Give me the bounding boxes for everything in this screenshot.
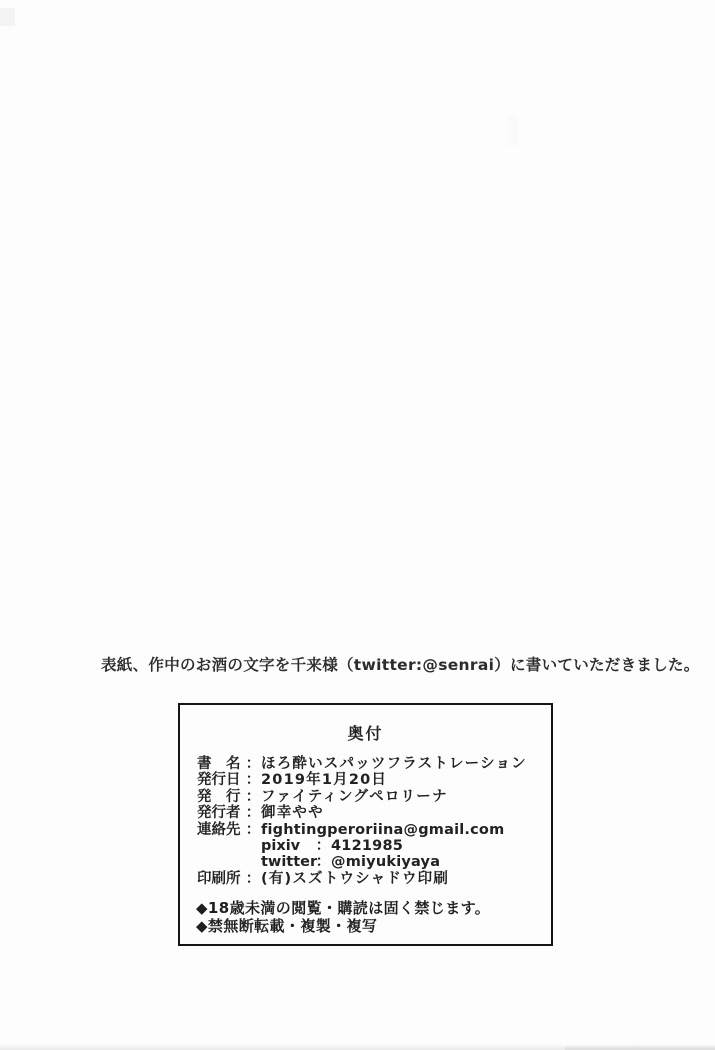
notice-age-restriction: ◆18歳未満の閲覧・購読は固く禁じます。 bbox=[196, 899, 491, 918]
row-label: 書 名 bbox=[197, 756, 241, 772]
row-colon: ： bbox=[245, 756, 261, 772]
notice-no-reproduction: ◆禁無断転載・複製・複写 bbox=[196, 916, 378, 935]
row-value-twitter-handle: @miyukiyaya bbox=[331, 854, 441, 871]
row-colon: ： bbox=[245, 870, 261, 887]
row-contact-twitter bbox=[197, 854, 551, 870]
scan-artifact-top-left bbox=[0, 8, 15, 26]
colophon-title: 奥付 bbox=[347, 724, 384, 743]
row-printer bbox=[197, 871, 551, 887]
colophon-box bbox=[178, 703, 553, 946]
cover-calligraphy-credit-text: 表紙、作中のお酒の文字を千来様（twitter:@senrai）に書いていただきました。 bbox=[101, 656, 700, 674]
row-publisher-circle bbox=[197, 789, 551, 805]
row-label: 連絡先 bbox=[197, 821, 241, 838]
row-contact-pixiv bbox=[197, 838, 551, 854]
row-value: ファイティングペロリーナ bbox=[261, 788, 448, 805]
row-contact-email bbox=[197, 822, 551, 838]
row-colon: ： bbox=[315, 854, 331, 871]
colophon-rows bbox=[180, 756, 551, 887]
row-label: 発行者 bbox=[197, 805, 241, 822]
row-colon: ： bbox=[315, 838, 331, 855]
row-value-pixiv-id: 4121985 bbox=[331, 838, 404, 855]
row-value: 2019年1月20日 bbox=[261, 772, 388, 789]
row-value: ほろ酔いスパッツフラストレーション bbox=[261, 756, 527, 772]
row-publish-date bbox=[197, 772, 551, 788]
row-label: 発 行 bbox=[197, 788, 241, 805]
notices bbox=[180, 900, 551, 935]
row-sublabel-pixiv: pixiv bbox=[261, 838, 301, 855]
row-book-title bbox=[197, 756, 551, 772]
row-colon: ： bbox=[245, 805, 261, 822]
row-sublabel-twitter: twitter bbox=[261, 854, 318, 871]
row-colon: ： bbox=[245, 821, 261, 838]
row-value-email: fightingperoriina@gmail.com bbox=[261, 821, 505, 838]
row-label: 発行日 bbox=[197, 772, 241, 789]
row-value: (有)スズトウシャドウ印刷 bbox=[261, 870, 450, 887]
scan-artifact-bottom-right bbox=[565, 1045, 715, 1050]
row-colon: ： bbox=[245, 772, 261, 789]
row-author bbox=[197, 805, 551, 821]
row-colon: ： bbox=[245, 788, 261, 805]
scan-artifact-smudge bbox=[507, 116, 518, 146]
row-label: 印刷所 bbox=[197, 870, 241, 887]
row-value: 御幸やや bbox=[261, 805, 324, 822]
